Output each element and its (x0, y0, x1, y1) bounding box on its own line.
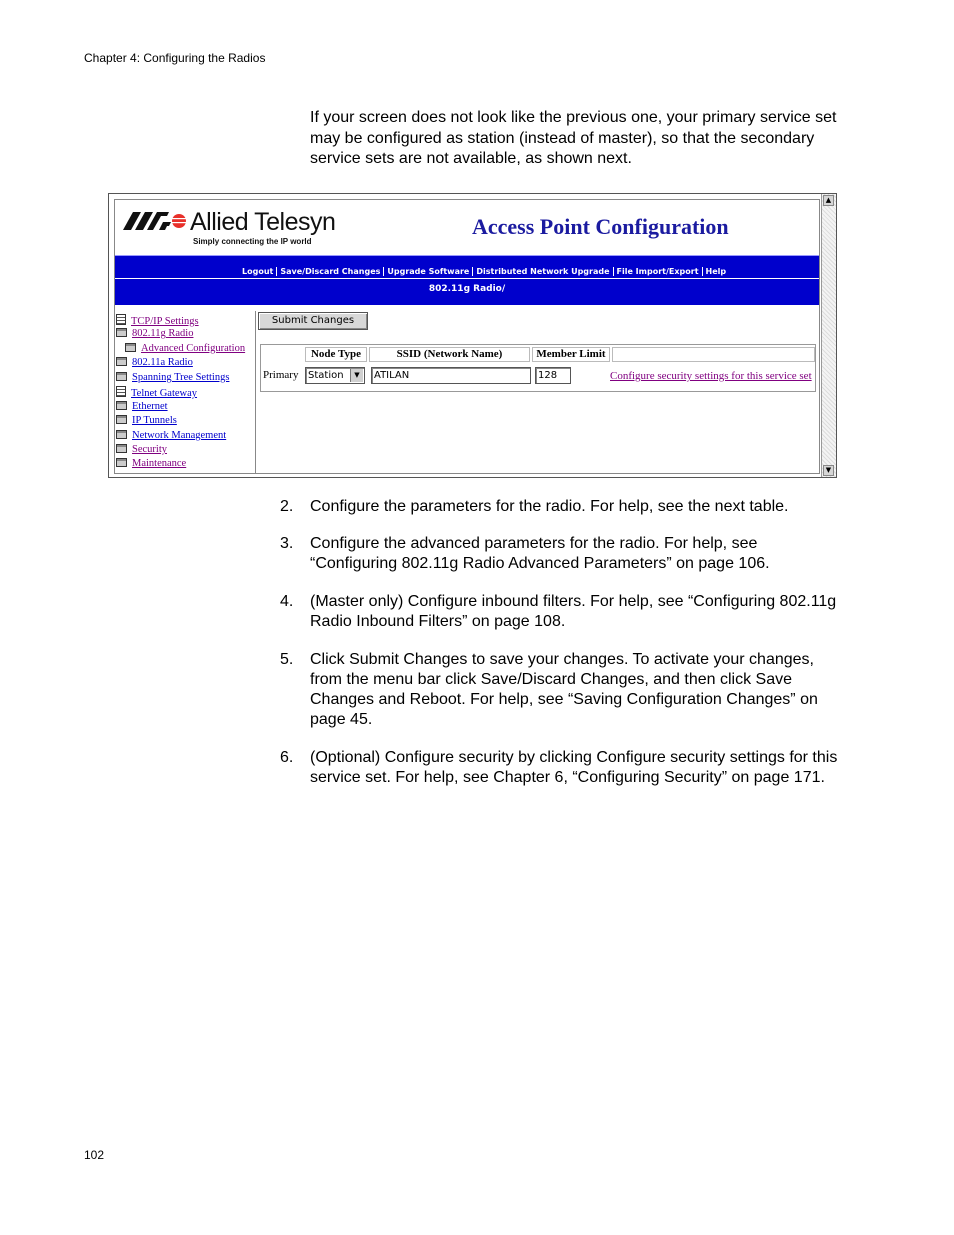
step-text: Configure the parameters for the radio. For help, see the next table. (310, 498, 789, 515)
sidebar-item[interactable] (125, 343, 245, 354)
step-number: 3. (280, 535, 294, 552)
step-number: 4. (280, 593, 294, 610)
folder-icon (116, 430, 127, 439)
sidebar-item[interactable] (116, 328, 193, 339)
folder-icon (125, 343, 136, 352)
service-set-table (260, 344, 816, 392)
menu-bar (115, 255, 819, 305)
step-text: (Optional) Configure security by clicking Configure security settings for this service set. For help, see Chapter 6, “Configuring Security” on page 171. (310, 749, 838, 786)
menu-item[interactable]: Save/Discard Changes (276, 267, 383, 276)
menu-divider (115, 278, 819, 279)
sidebar-item-label: TCP/IP Settings (131, 316, 199, 327)
folder-icon (116, 458, 127, 467)
chevron-down-icon: ▼ (350, 369, 363, 382)
submit-changes-button[interactable]: Submit Changes (258, 312, 368, 330)
browser-page (114, 199, 820, 474)
screenshot-figure (108, 193, 837, 478)
configure-security-link[interactable]: Configure security settings for this service set (610, 370, 812, 382)
page-number: 102 (84, 1148, 105, 1162)
node-type-select[interactable] (305, 367, 365, 384)
folder-icon (116, 372, 127, 381)
logo-name: Allied Telesyn (190, 208, 336, 236)
step-number: 2. (280, 498, 294, 515)
sidebar-item-label: Maintenance (132, 458, 187, 469)
sidebar-nav (115, 311, 256, 474)
sidebar-item[interactable] (116, 386, 197, 399)
scroll-down-icon[interactable]: ▼ (823, 465, 834, 476)
folder-icon (116, 357, 127, 366)
vertical-scrollbar[interactable] (821, 194, 836, 477)
menu-items (239, 267, 729, 276)
page-title: Access Point Configuration (472, 214, 729, 239)
menu-item[interactable]: Help (702, 267, 730, 276)
open-folder-icon (116, 328, 127, 337)
menu-item[interactable]: File Import/Export (613, 267, 702, 276)
folder-icon (116, 444, 127, 453)
step-number: 6. (280, 749, 294, 766)
sidebar-item[interactable] (116, 357, 193, 368)
sidebar-item-label: IP Tunnels (132, 415, 177, 426)
main-content (256, 311, 819, 474)
node-type-value: Station (308, 370, 344, 381)
menu-item[interactable]: Distributed Network Upgrade (472, 267, 612, 276)
sidebar-item-label: Network Management (132, 430, 227, 441)
sidebar-item-label: 802.11a Radio (132, 357, 193, 368)
sidebar-item-label: Security (132, 444, 167, 455)
sidebar-item-label: Advanced Configuration (141, 343, 246, 354)
scroll-up-icon[interactable]: ▲ (823, 195, 834, 206)
row-label-primary: Primary (263, 369, 299, 381)
folder-icon (116, 415, 127, 424)
sidebar-item[interactable] (116, 372, 229, 383)
step-number: 5. (280, 651, 294, 668)
header-node-type: Node Type (305, 347, 367, 362)
logo-tagline: Simply connecting the IP world (193, 237, 312, 246)
sidebar-item[interactable] (116, 444, 167, 455)
allied-telesyn-logo (123, 206, 348, 248)
page-icon (116, 386, 126, 397)
header-empty (612, 347, 815, 362)
sidebar-item-label: Ethernet (132, 401, 168, 412)
menu-item[interactable]: Upgrade Software (383, 267, 472, 276)
sidebar-item[interactable] (116, 415, 177, 426)
sidebar-item-label: 802.11g Radio (132, 328, 194, 339)
running-header: Chapter 4: Configuring the Radios (84, 51, 266, 65)
step-text: (Master only) Configure inbound filters. For help, see “Configuring 802.11g Radio Inbound Filters” on page 108. (310, 593, 837, 630)
sidebar-item[interactable] (116, 430, 226, 441)
radio-title: 802.11g Radio/ (428, 284, 506, 294)
member-limit-input[interactable]: 128 (535, 367, 571, 384)
header-ssid: SSID (Network Name) (369, 347, 530, 362)
sidebar-item[interactable] (116, 314, 199, 327)
folder-icon (116, 401, 127, 410)
intro-paragraph: If your screen does not look like the previous one, your primary service set may be configured as station (instead of master), so that the secondary service sets are not available, as shown next. (310, 109, 837, 167)
ssid-input[interactable]: ATILAN (371, 367, 531, 384)
sidebar-item-label: Telnet Gateway (131, 388, 198, 399)
step-text: Click Submit Changes to save your changes. To activate your changes, from the menu bar click Save/Discard Changes, and then click Save Changes and Reboot. For help, see “Saving Configuration Changes” on page 45. (310, 651, 818, 728)
header-member-limit: Member Limit (532, 347, 610, 362)
menu-item[interactable]: Logout (242, 267, 274, 276)
sidebar-item[interactable] (116, 458, 186, 469)
step-text: Configure the advanced parameters for the radio. For help, see “Configuring 802.11g Radio Advanced Parameters” on page 106. (310, 535, 770, 572)
sidebar-item-label: Spanning Tree Settings (132, 372, 230, 383)
sidebar-item[interactable] (116, 401, 168, 412)
page-icon (116, 314, 126, 325)
logo-mark-icon (123, 210, 187, 232)
